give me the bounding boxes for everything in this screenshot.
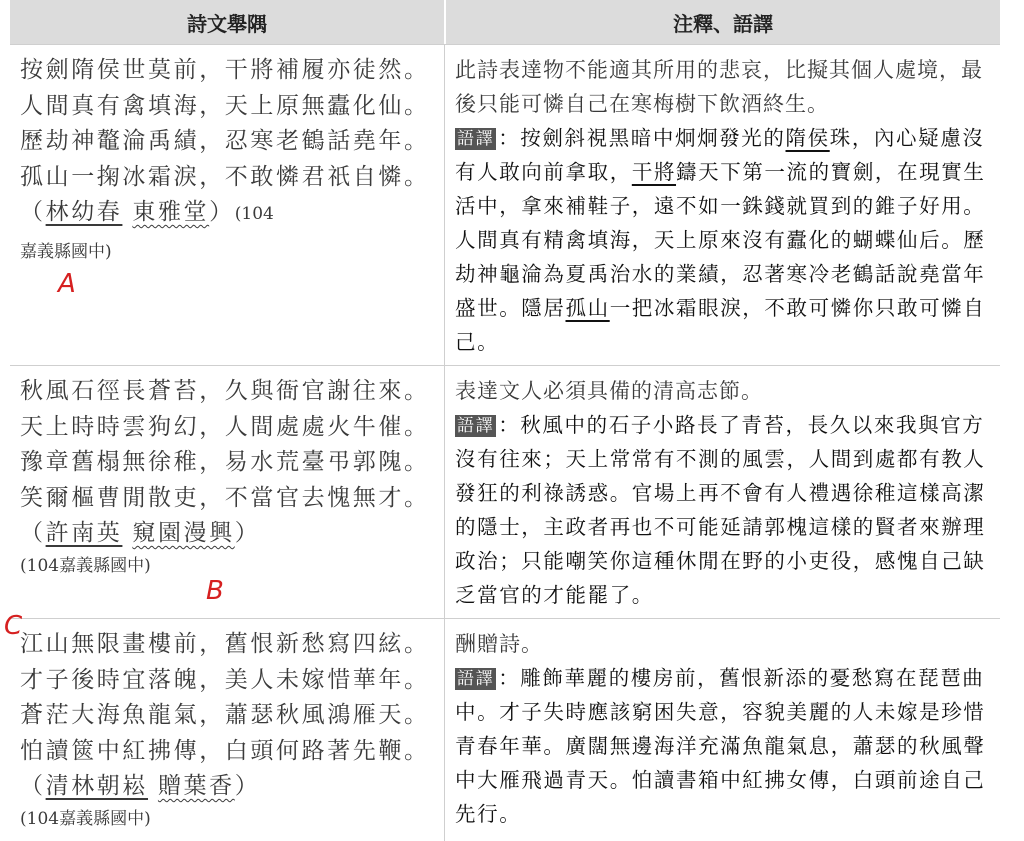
- translation-badge: 語譯: [457, 129, 495, 149]
- translation-part: ：雕飾華麗的樓房前，舊恨新添的憂愁寫在琵琶曲中。才子失時應該窮困失意，容貌美麗的人未嫁是珍惜青春年華。廣闊無邊海洋充滿魚龍氣息，蕭瑟的秋風聲中大雁飛過青天。怕讀書箱中紅拂女傳，白頭前途自己先行。: [455, 666, 986, 826]
- poem-summary: 表達文人必須具備的清高志節。: [455, 379, 763, 403]
- handwritten-mark-c: C: [4, 611, 23, 641]
- poem-text: [20, 374, 444, 552]
- note-cell: [445, 619, 1000, 841]
- translation-underlined: 干將: [631, 160, 677, 184]
- poem-title: 窺園漫興: [132, 520, 235, 546]
- poem-source: (104嘉義縣國中): [20, 555, 151, 576]
- translation-underlined: 隋侯: [785, 126, 830, 150]
- poem-body: 江山無限畫樓前，舊恨新愁寫四絃。才子後時宜落魄，美人未嫁惜華年。蒼茫大海魚龍氣，蕭瑟秋風鴻雁天。怕讀篋中紅拂傳，白頭何路著先鞭。（: [20, 631, 430, 799]
- translation-part: ：秋風中的石子小路長了青苔，長久以來我與官方沒有往來；天上常常有不測的風雲，人間到處都有教人發狂的利祿誘惑。官場上再不會有人禮遇徐稚這樣高潔的隱士，主政者再也不可能延請郭槐這樣的賢者來辦理政治；只能嘲笑你這種休閒在野的小吏役，感愧自己缺乏當官的才能罷了。: [455, 413, 986, 607]
- poem-author: 清林朝崧: [45, 773, 149, 799]
- table-header: [10, 0, 1000, 44]
- translation-underlined: 孤山: [565, 296, 610, 320]
- translation-badge: 語譯: [457, 669, 495, 689]
- poem-paren: ）: [234, 773, 261, 799]
- header-notes: 注釋、語譯: [673, 11, 773, 36]
- poem-body: 按劍隋侯世莫前，干將補履亦徒然。人間真有禽填海，天上原無蠹化仙。歷劫神鼇淪禹績，忍寒老鶴話堯年。孤山一掬冰霜淚，不敢憐君祇自憐。（: [20, 57, 430, 225]
- poem-text: [20, 53, 444, 270]
- poem-cell: [10, 45, 445, 365]
- poem-author: 許南英: [45, 520, 123, 546]
- translation-text: [455, 408, 992, 612]
- poem-source-year: (104: [234, 204, 274, 224]
- header-poems: 詩文舉隅: [10, 0, 446, 44]
- poem-paren: ）: [209, 199, 235, 225]
- poem-cell: [10, 366, 445, 618]
- translation-part: 珠，內心疑慮沒有人敢向前拿取，: [455, 126, 985, 184]
- note-cell: [445, 366, 1000, 618]
- translation-text: [455, 661, 992, 831]
- translation-part: 鑄天下第一流的寶劍，在現實生活中，拿來補鞋子，遠不如一銖錢就買到的錐子好用。人間真有精禽填海，天上原來沒有蠹化的蝴蝶仙后。歷劫神龜淪為夏禹治水的業績，忍著寒冷老鶴話說堯當年盛世。隱居: [455, 160, 986, 320]
- handwritten-mark-b: B: [206, 576, 224, 606]
- poem-text: [20, 627, 444, 805]
- poem-cell: [4, 611, 445, 841]
- translation-part: 一把冰霜眼淚，不敢可憐你只敢可憐自己。: [455, 296, 986, 354]
- poem-source: (104嘉義縣國中): [20, 808, 151, 829]
- poem-source-school: 嘉義縣國中): [20, 241, 112, 262]
- note-cell: [445, 45, 1000, 365]
- table-row: [10, 365, 1000, 618]
- poetry-table: [4, 0, 1000, 840]
- poem-body: 秋風石徑長蒼苔，久與衙官謝往來。天上時時雲狗幻，人間處處火牛催。豫章舊榻無徐稚，易水荒臺弔郭隗。笑爾樞曹閒散吏，不當官去愧無才。（: [20, 378, 430, 546]
- translation-part: ：按劍斜視黑暗中炯炯發光的: [498, 126, 786, 150]
- handwritten-mark-a: A: [58, 269, 76, 299]
- poem-author: 林幼春: [45, 199, 123, 225]
- poem-paren: ）: [234, 520, 261, 546]
- poem-summary: 此詩表達物不能適其所用的悲哀，比擬其個人處境，最後只能可憐自己在寒梅樹下飲酒終生。: [455, 58, 983, 116]
- table-row: [10, 44, 1000, 365]
- poem-title: 東雅堂: [132, 199, 210, 225]
- poem-title: 贈葉香: [157, 773, 235, 799]
- table-row: [4, 611, 1000, 841]
- poem-summary: 酬贈詩。: [455, 632, 543, 656]
- translation-text: [455, 121, 992, 359]
- translation-badge: 語譯: [457, 416, 495, 436]
